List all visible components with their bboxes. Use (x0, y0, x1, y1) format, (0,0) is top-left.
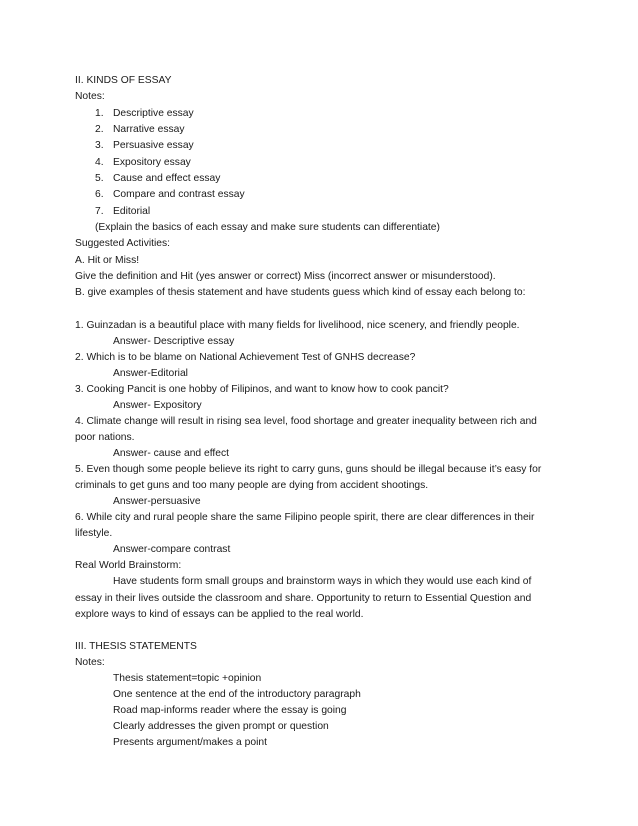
section-heading-thesis-statements: III. THESIS STATEMENTS (75, 641, 197, 652)
list-item: Editorial (113, 206, 151, 217)
thesis-note: Thesis statement=topic +opinion (113, 673, 262, 684)
example-question-cont: poor nations. (75, 432, 135, 443)
example-question: 6. While city and rural people share the same Filipino people spirit, there are clear differences in their (75, 512, 535, 523)
example-question: 3. Cooking Pancit is one hobby of Filipinos, and want to know how to cook pancit? (75, 384, 449, 395)
list-number: 4. (95, 157, 104, 168)
suggested-activities-label: Suggested Activities: (75, 238, 171, 249)
example-question: 2. Which is to be blame on National Achievement Test of GNHS decrease? (75, 352, 416, 363)
example-answer: Answer-compare contrast (113, 544, 231, 555)
section-heading-kinds-of-essay: II. KINDS OF ESSAY (75, 75, 172, 86)
example-question: 4. Climate change will result in rising sea level, food shortage and greater inequality between rich and (75, 416, 537, 427)
thesis-note: Clearly addresses the given prompt or question (113, 721, 329, 732)
example-question: 5. Even though some people believe its right to carry guns, guns should be illegal because it’s easy for (75, 464, 542, 475)
example-question-cont: criminals to get guns and too many people are dying from accident shootings. (75, 480, 429, 491)
thesis-note: One sentence at the end of the introductory paragraph (113, 689, 361, 700)
notes-label: Notes: (75, 657, 105, 668)
explain-note: (Explain the basics of each essay and make sure students can differentiate) (95, 222, 440, 233)
list-number: 3. (95, 140, 104, 151)
list-item: Narrative essay (113, 124, 185, 135)
list-number: 1. (95, 108, 104, 119)
thesis-note: Presents argument/makes a point (113, 737, 267, 748)
brainstorm-line: explore ways to kind of essays can be applied to the real world. (75, 609, 364, 620)
definition-text: Give the definition and Hit (yes answer or correct) Miss (incorrect answer or misunderstood). (75, 271, 496, 282)
list-item: Expository essay (113, 157, 191, 168)
thesis-note: Road map-informs reader where the essay is going (113, 705, 347, 716)
brainstorm-line: essay in their lives outside the classroom and share. Opportunity to return to Essential Question and (75, 593, 532, 604)
list-number: 5. (95, 173, 104, 184)
activity-b: B. give examples of thesis statement and have students guess which kind of essay each belong to: (75, 287, 526, 298)
example-answer: Answer- Descriptive essay (113, 336, 235, 347)
example-answer: Answer-Editorial (113, 368, 188, 379)
list-number: 2. (95, 124, 104, 135)
real-world-brainstorm-label: Real World Brainstorm: (75, 560, 182, 571)
activity-a: A. Hit or Miss! (75, 255, 140, 266)
notes-label: Notes: (75, 91, 105, 102)
example-answer: Answer- cause and effect (113, 448, 230, 459)
list-item: Compare and contrast essay (113, 189, 245, 200)
list-item: Descriptive essay (113, 108, 194, 119)
example-question-cont: lifestyle. (75, 528, 113, 539)
example-answer: Answer-persuasive (113, 496, 201, 507)
list-item: Cause and effect essay (113, 173, 221, 184)
list-number: 6. (95, 189, 104, 200)
list-number: 7. (95, 206, 104, 217)
example-question: 1. Guinzadan is a beautiful place with many fields for livelihood, nice scenery, and friendly people. (75, 320, 520, 331)
list-item: Persuasive essay (113, 140, 194, 151)
example-answer: Answer- Expository (113, 400, 202, 411)
brainstorm-line: Have students form small groups and brainstorm ways in which they would use each kind of (113, 576, 532, 587)
